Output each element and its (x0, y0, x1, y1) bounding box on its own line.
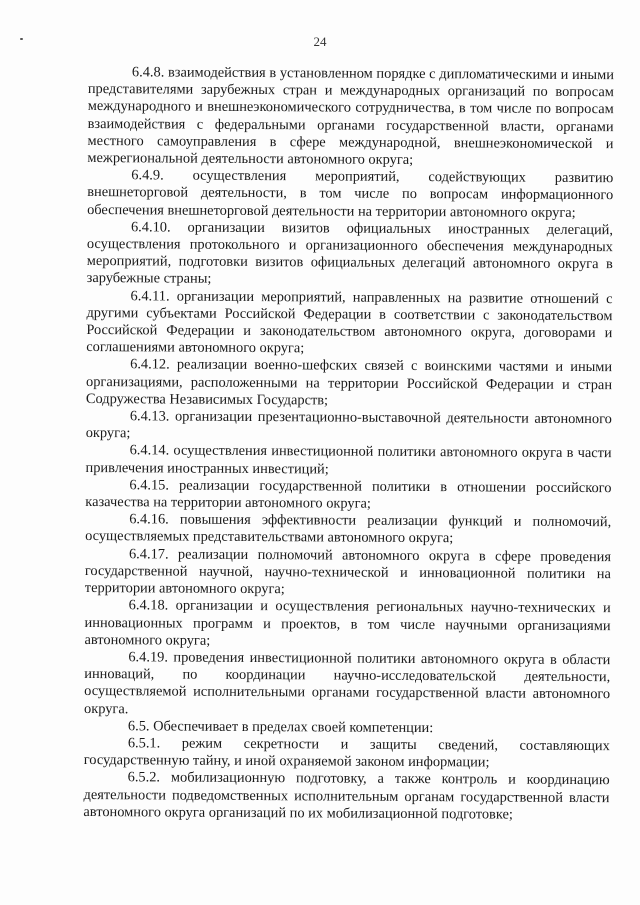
paragraph-6-5-1: 6.5.1. режим секретности и защиты сведений, составляющих государственную тайну, и иной охраняемой законом информации; (83, 735, 610, 771)
paragraph-6-4-12: 6.4.12. реализации военно-шефских связей с воинскими частями и иными организациями, расположенными на территории Российской Федерации и стран Содружества Независимых Государств; (85, 356, 613, 409)
paragraph-6-4-8: 6.4.8. взаимодействия в установленном порядке с дипломатическими и иными представителями зарубежных стран и международных организаций по вопросам международного и внешнеэкономического сотрудничества, в том числе по вопросам взаимодействия с федеральными органами государственной власти, органами местного самоуправления в сфере международной, внешнеэкономической и межрегиональной деятельности автономного округа; (87, 64, 614, 169)
paragraph-6-4-16: 6.4.16. повышения эффективности реализации функций и полномочий, осуществляемых представительствами автономного округа; (85, 511, 612, 547)
paragraph-6-4-9: 6.4.9. осуществления мероприятий, содействующих развитию внешнеторговой деятельности, в том числе по вопросам информационного обеспечения внешнеторговой деятельности на территории автономного округа; (87, 167, 614, 221)
paragraph-6-5-2: 6.5.2. мобилизационную подготовку, а также контроль и координацию деятельности подведомственных исполнительным органам государственной власти автономного округа организаций по их мобилизационной подготовке; (83, 769, 610, 823)
document-body (83, 64, 614, 824)
paragraph-6-5: 6.5. Обеспечивает в пределах своей компетенции: (127, 717, 434, 736)
paragraph-6-4-18: 6.4.18. организации и осуществления региональных научно-технических и инновационных программ и проектов, в том числе научными организациями автономного округа; (84, 597, 611, 649)
paragraph-6-4-13: 6.4.13. организации презентационно-выставочной деятельности автономного округа; (85, 408, 612, 442)
paragraph-6-4-19: 6.4.19. проведения инвестиционной политики автономного округа в области инноваций, по координации научно-исследовательской деятельности, осуществляемой исполнительными органами государственной власти автономного округа. (84, 649, 611, 717)
paragraph-6-4-17: 6.4.17. реализации полномочий автономного округа в сфере проведения государственной научной, научно-технической и инновационной политики на территории автономного округа; (84, 545, 612, 598)
paragraph-6-4-15: 6.4.15. реализации государственной политики в отношении российского казачества на территории автономного округа; (85, 477, 612, 512)
paragraph-6-4-14: 6.4.14. осуществления инвестиционной политики автономного округа в части привлечения иностранных инвестиций; (85, 442, 612, 478)
paragraph-6-4-11: 6.4.11. организации мероприятий, направленных на развитие отношений с другими субъектами Российской Федерации в соответствии с законодательством Российской Федерации и законодательством автономного округа, договорами и соглашениями автономного округа; (86, 287, 613, 357)
paragraph-6-4-10: 6.4.10. организации визитов официальных иностранных делегаций, осуществления протокольного и организационного обеспечения международных мероприятий, подготовки визитов официальных делегаций автономного округа в зарубежные страны; (86, 219, 614, 288)
page-number: 24 (313, 34, 327, 49)
